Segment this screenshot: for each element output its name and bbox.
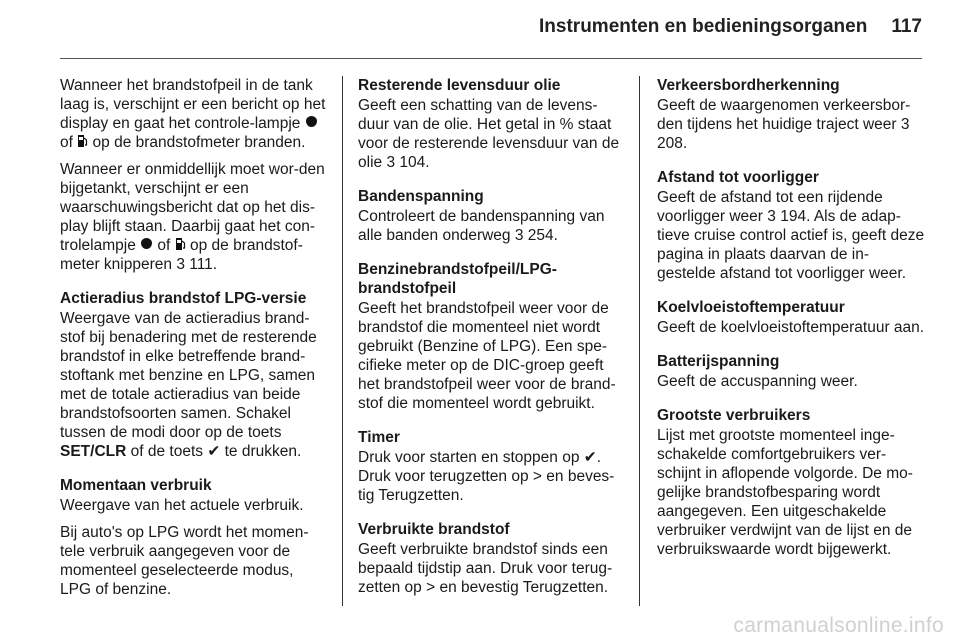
page-header bbox=[60, 16, 922, 38]
section-verkeersbordherkenning: Verkeersbordherkenning Geeft de waargenomen verkeersbor-den tijdens het huidige traject weer 3 208. bbox=[657, 76, 925, 153]
section-heading: Benzinebrandstofpeil/LPG-brandstofpeil bbox=[358, 261, 557, 297]
check-icon: ✔ bbox=[583, 449, 597, 466]
column-3 bbox=[657, 76, 925, 559]
section-levensduur-olie: Resterende levensduur olie Geeft een schatting van de levens-duur van de olie. Het getal in % staat voor de resterende levensduur van de olie 3 104. bbox=[358, 76, 626, 172]
section-afstand-voorligger: Afstand tot voorligger Geeft de afstand tot een rijdende voorligger weer 3 194. Als de adap-tieve cruise control actief is, geeft deze pagina in plaats daarvan de in-gestelde afstand tot voorligger weer. bbox=[657, 169, 925, 282]
section-heading: Resterende levensduur olie bbox=[358, 77, 561, 94]
section-actieradius: Actieradius brandstof LPG-versie Weergave van de actieradius brand-stof bij benadering met de resterende brandstof in elke betreffende brand-stoftank met benzine en LPG, samen met de totale actieradius van beide brandstofsoorten samen. Schakel tussen de modi door op de toets SET/CLR of de toets ✔ te drukken. bbox=[60, 289, 328, 461]
section-heading: Batterijspanning bbox=[657, 353, 780, 370]
fuel-pump-icon bbox=[77, 134, 88, 148]
fuel-pump-icon bbox=[175, 237, 186, 251]
reference-arrow-icon[interactable]: 3 bbox=[767, 208, 776, 225]
column-divider bbox=[639, 76, 640, 606]
section-heading: Actieradius brandstof LPG-versie bbox=[60, 290, 307, 307]
paragraph: Wanneer het brandstofpeil in de tank laag is, verschijnt er een bericht op het display en gaat het controle-lampje of op de brandstofmeter branden. bbox=[60, 77, 326, 151]
section-heading: Verbruikte brandstof bbox=[358, 521, 510, 538]
section-heading: Verkeersbordherkenning bbox=[657, 77, 840, 94]
column-1 bbox=[60, 76, 328, 607]
fuel-drop-icon bbox=[141, 238, 152, 249]
section-batterijspanning: Batterijspanning Geeft de accuspanning weer. bbox=[657, 352, 925, 391]
section-momentaan-verbruik: Momentaan verbruik Weergave van het actuele verbruik. Bij auto's op LPG wordt het momen-tele verbruik aangegeven voor de momenteel geselecteerde modus, LPG of benzine. bbox=[60, 476, 328, 599]
section-brandstofpeil: Benzinebrandstofpeil/LPG-brandstofpeil Geeft het brandstofpeil weer voor de brandstof die momenteel niet wordt gebruikt (Benzine of LPG). Een spe-cifieke meter op de DIC-groep geeft het brandstofpeil weer voor de brand-stof die momenteel wordt gebruikt. bbox=[358, 260, 626, 413]
check-icon: ✔ bbox=[207, 443, 221, 460]
paragraph: Wanneer er onmiddellijk moet wor-den bijgetankt, verschijnt er een waarschuwingsbericht dat op het dis-play blijft staan. Daarbij gaat het con-trolelampje of op de brandstof-meter knipperen 3 111. bbox=[60, 161, 325, 273]
reference-arrow-icon[interactable]: 3 bbox=[514, 227, 524, 244]
section-koelvloeistof: Koelvloeistoftemperatuur Geeft de koelvloeistoftemperatuur aan. bbox=[657, 299, 925, 336]
chevron-right-icon: > bbox=[532, 468, 542, 485]
section-heading: Afstand tot voorligger bbox=[657, 169, 819, 186]
section-heading: Timer bbox=[358, 429, 400, 446]
section-verbruikte-brandstof: Verbruikte brandstof Geeft verbruikte brandstof sinds een bepaald tijdstip aan. Druk voor terug-zetten op > en bevestig Terugzetten. bbox=[358, 520, 626, 597]
reference-arrow-icon[interactable]: 3 bbox=[176, 256, 185, 273]
column-2 bbox=[358, 76, 626, 597]
section-heading: Momentaan verbruik bbox=[60, 477, 212, 494]
section-heading: Koelvloeistoftemperatuur bbox=[657, 299, 845, 316]
section-grootste-verbruikers: Grootste verbruikers Lijst met grootste momenteel inge-schakelde comfortgebruikers ver-schijnt in aflopende volgorde. De mo-gelijke brandstofbesparing wordt aangegeven. Een uitgeschakelde verbruiker verdwijnt van de lijst en de verbruikswaarde wordt bijgewerkt. bbox=[657, 406, 925, 559]
chevron-right-icon: > bbox=[426, 579, 436, 596]
header-rule bbox=[60, 58, 922, 59]
section-bandenspanning: Bandenspanning Controleert de bandenspanning van alle banden onderweg 3 254. bbox=[358, 187, 626, 245]
reference-arrow-icon[interactable]: 3 bbox=[900, 116, 910, 133]
watermark: carmanualsonline.info bbox=[733, 614, 944, 637]
section-heading: Grootste verbruikers bbox=[657, 407, 811, 424]
page-title: Instrumenten en bedieningsorganen bbox=[539, 16, 868, 37]
key-label: SET/CLR bbox=[60, 443, 127, 460]
reference-arrow-icon[interactable]: 3 bbox=[386, 154, 396, 171]
section-heading: Bandenspanning bbox=[358, 188, 484, 205]
section-timer: Timer Druk voor starten en stoppen op ✔. Druk voor terugzetten op > en beves-tig Terugzetten. bbox=[358, 428, 626, 505]
column-divider bbox=[342, 76, 343, 606]
fuel-drop-icon bbox=[306, 116, 317, 127]
page-number: 117 bbox=[891, 16, 922, 37]
